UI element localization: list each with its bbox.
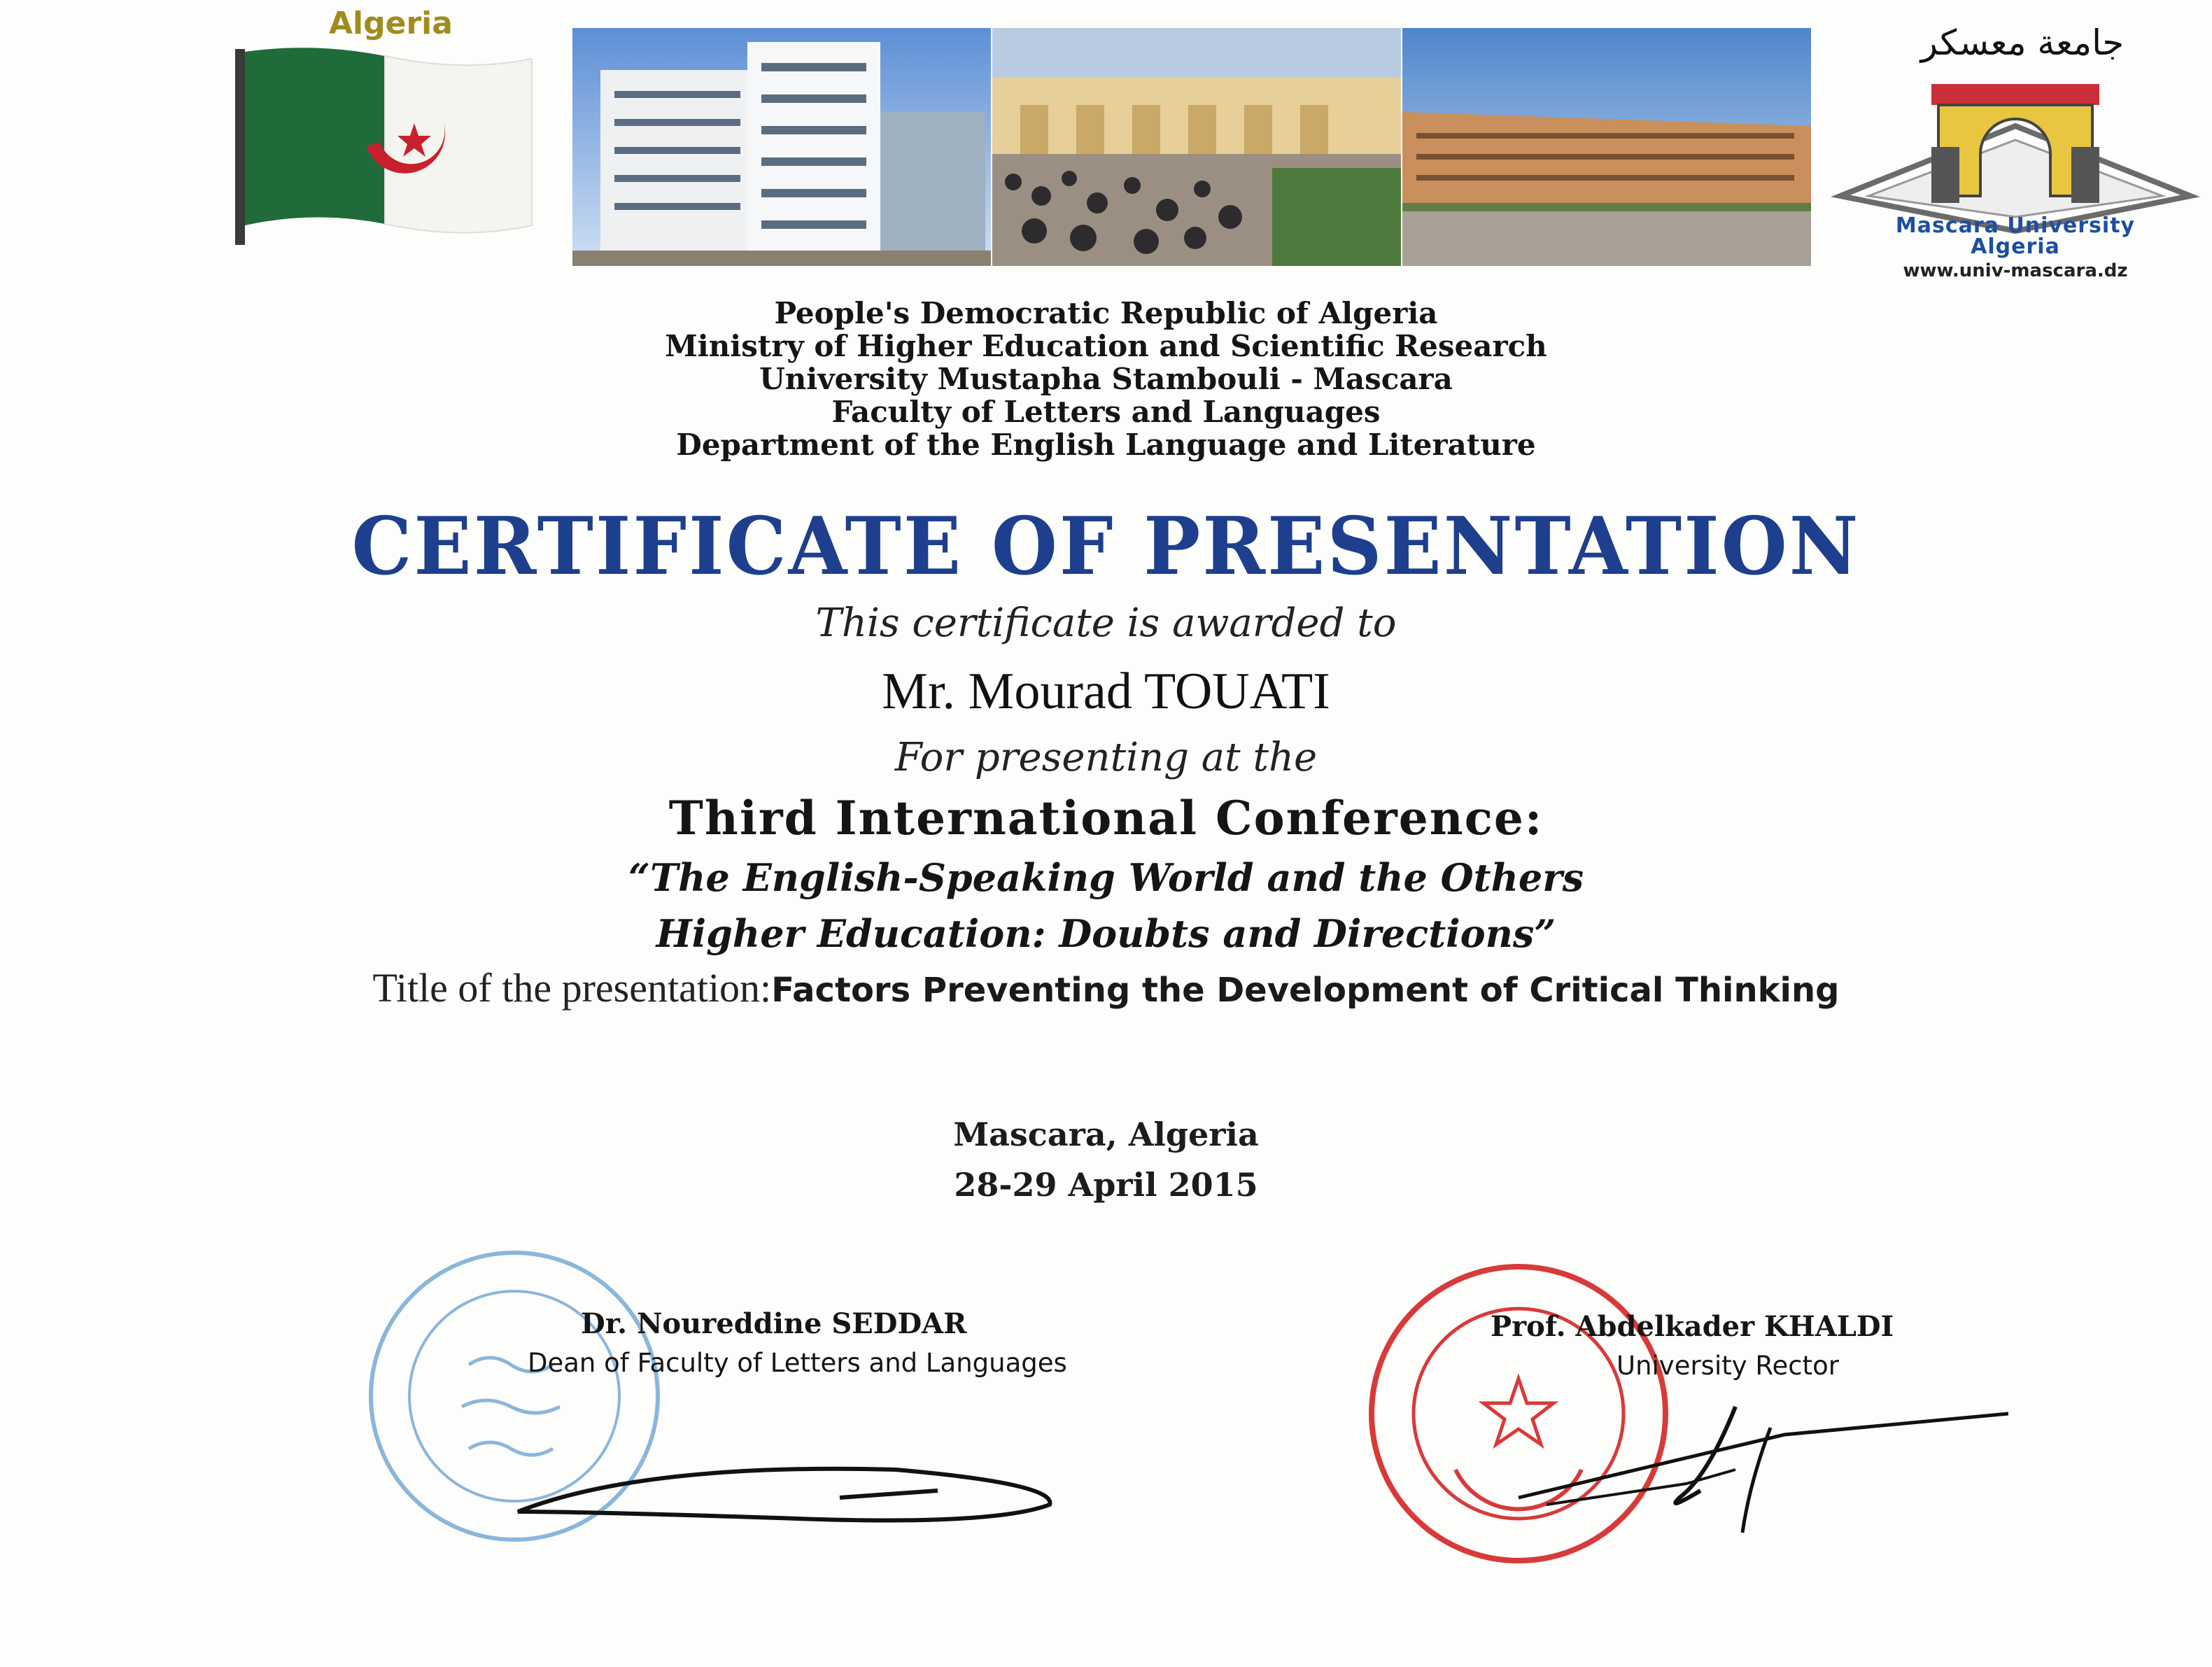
university-name-line1: Mascara University — [1895, 213, 2136, 238]
awarded-text: This certificate is awarded to — [815, 600, 1397, 646]
conference-name: Third International Conference: — [668, 791, 1544, 845]
university-name-line2: Algeria — [1971, 234, 2060, 259]
institution-line: University Mustapha Stambouli - Mascara — [759, 362, 1453, 396]
university-website: www.univ-mascara.dz — [1903, 260, 2128, 281]
dean-role: Dean of Faculty of Letters and Languages — [528, 1348, 1067, 1378]
rector-name: Prof. Abdelkader KHALDI — [1491, 1310, 1894, 1343]
dean-name: Dr. Noureddine SEDDAR — [581, 1307, 967, 1340]
institution-line: Department of the English Language and Literature — [676, 428, 1536, 462]
photo-campus-building — [1402, 28, 1811, 266]
presentation-title: Factors Preventing the Development of Critical Thinking — [771, 971, 1840, 1010]
photo-campus-crowd — [992, 28, 1401, 266]
rector-signature-icon — [1505, 1393, 2008, 1540]
presentation-label: Title of the presentation: — [372, 965, 772, 1011]
recipient-name: Mr. Mourad TOUATI — [882, 663, 1330, 720]
institution-block — [0, 297, 2212, 461]
conference-theme-line2: Higher Education: Doubts and Directions” — [656, 911, 1556, 956]
dean-signature-icon — [504, 1442, 1064, 1540]
conference-theme-line1: “The English-Speaking World and the Others — [628, 855, 1584, 900]
rector-role: University Rector — [1616, 1351, 1839, 1381]
event-place: Mascara, Algeria — [953, 1116, 1259, 1153]
event-date: 28-29 April 2015 — [954, 1166, 1258, 1204]
university-name — [1826, 213, 2204, 259]
university-name-arabic: جامعة معسكر — [1920, 22, 2125, 63]
photo-university-building — [572, 28, 991, 266]
institution-line: Faculty of Letters and Languages — [831, 395, 1381, 429]
presenting-text: For presenting at the — [894, 735, 1318, 780]
institution-line: Ministry of Higher Education and Scientific Research — [665, 329, 1547, 363]
presentation-line — [0, 964, 2212, 1011]
algeria-flag-icon — [231, 42, 539, 245]
flag-label: Algeria — [329, 6, 453, 41]
institution-line: People's Democratic Republic of Algeria — [774, 296, 1438, 330]
certificate-title: CERTIFICATE OF PRESENTATION — [351, 500, 1861, 593]
